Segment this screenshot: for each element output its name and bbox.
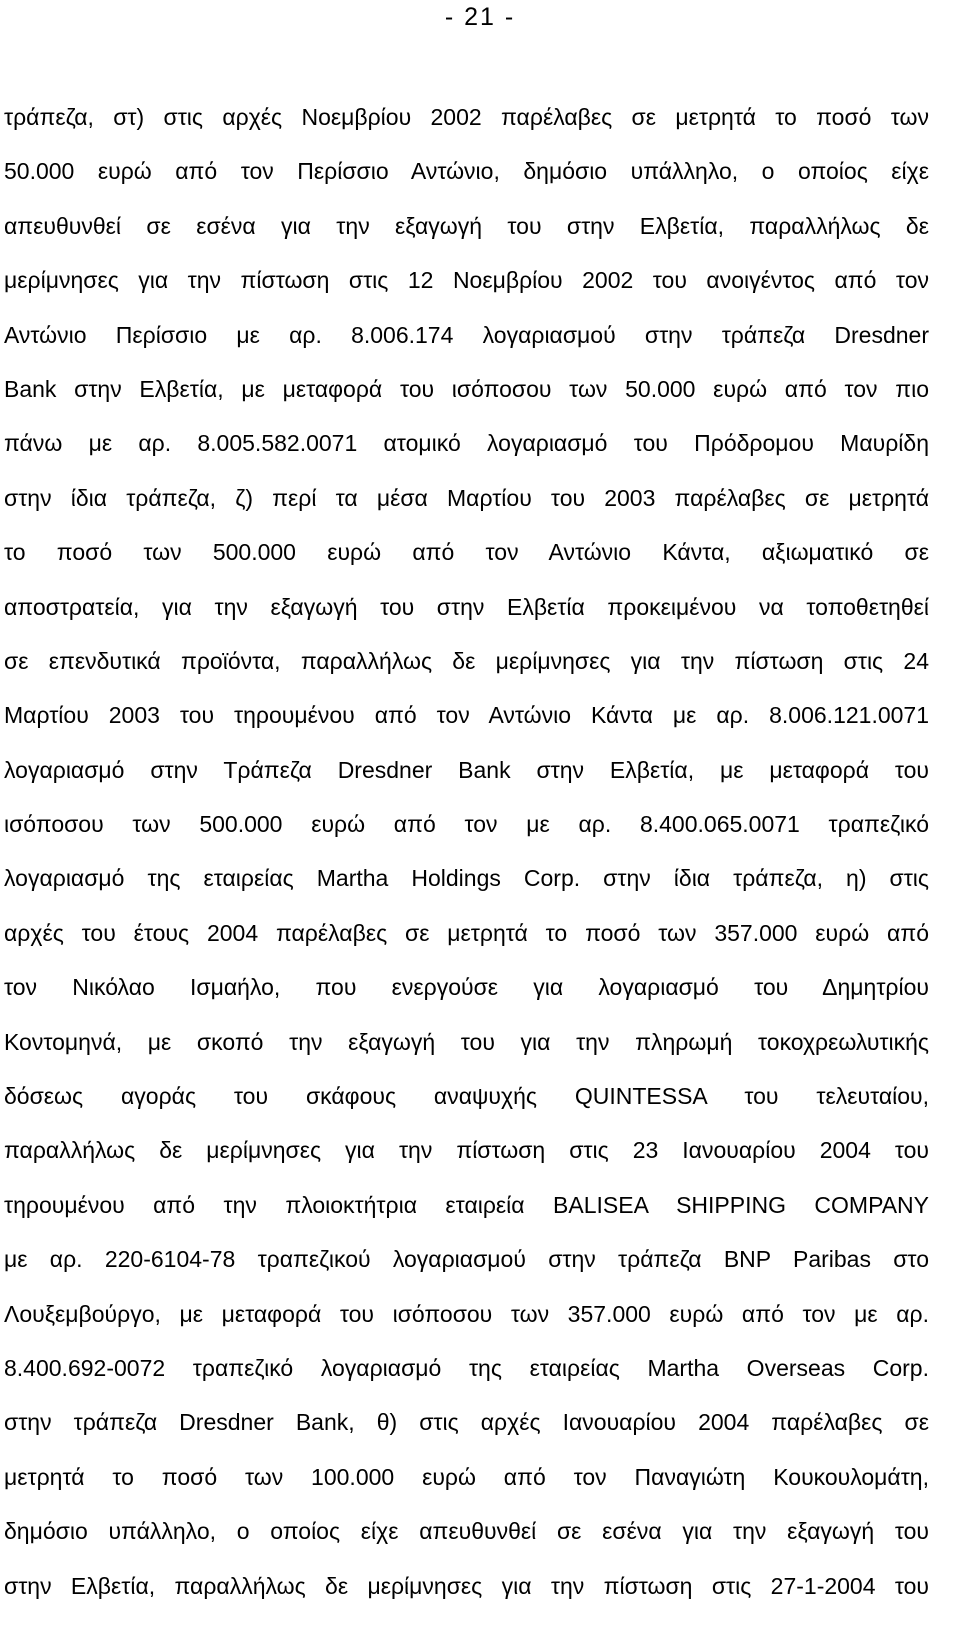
text-line: λογαριασμό της εταιρείας Martha Holdings Corp. στην ίδια τράπεζα, η) στις — [4, 865, 929, 892]
text-line: πάνω με αρ. 8.005.582.0071 ατομικό λογαριασμό του Πρόδρομου Μαυρίδη — [4, 430, 929, 457]
text-line: μετρητά το ποσό των 100.000 ευρώ από τον Παναγιώτη Κουκουλομάτη, — [4, 1463, 929, 1490]
text-line: ισόποσου των 500.000 ευρώ από τον με αρ. 8.400.065.0071 τραπεζικό — [4, 811, 929, 838]
text-line: 50.000 ευρώ από τον Περίσσιο Αντώνιο, δημόσιο υπάλληλο, ο οποίος είχε — [4, 158, 929, 185]
text-line: το ποσό των 500.000 ευρώ από τον Αντώνιο Κάντα, αξιωματικό σε — [4, 539, 929, 566]
text-line: Κοντομηνά, με σκοπό την εξαγωγή του για την πληρωμή τοκοχρεωλυτικής — [4, 1028, 929, 1055]
document-body — [4, 90, 929, 1613]
text-line: 8.400.692-0072 τραπεζικό λογαριασμό της εταιρείας Martha Overseas Corp. — [4, 1354, 929, 1381]
page-number: - 21 - — [444, 3, 516, 31]
text-line: Μαρτίου 2003 του τηρουμένου από τον Αντώνιο Κάντα με αρ. 8.006.121.0071 — [4, 702, 929, 729]
text-line: Λουξεμβούργο, με μεταφορά του ισόποσου των 357.000 ευρώ από τον με αρ. — [4, 1300, 929, 1327]
text-line: τράπεζα, στ) στις αρχές Νοεμβρίου 2002 παρέλαβες σε μετρητά το ποσό των — [4, 104, 929, 130]
text-line: λογαριασμό στην Τράπεζα Dresdner Bank στην Ελβετία, με μεταφορά του — [4, 756, 929, 783]
text-line: δόσεως αγοράς του σκάφους αναψυχής QUINTESSA του τελευταίου, — [4, 1083, 929, 1110]
text-line: σε επενδυτικά προϊόντα, παραλλήλως δε μερίμνησες για την πίστωση στις 24 — [4, 647, 929, 674]
text-line: αρχές του έτους 2004 παρέλαβες σε μετρητά το ποσό των 357.000 ευρώ από — [4, 919, 929, 946]
text-line: αποστρατεία, για την εξαγωγή του στην Ελβετία προκειμένου να τοποθετηθεί — [4, 593, 929, 620]
text-line: με αρ. 220-6104-78 τραπεζικού λογαριασμού στην τράπεζα BNP Paribas στο — [4, 1246, 929, 1273]
text-line: στην ίδια τράπεζα, ζ) περί τα μέσα Μαρτίου του 2003 παρέλαβες σε μετρητά — [4, 484, 929, 511]
text-line: απευθυνθεί σε εσένα για την εξαγωγή του στην Ελβετία, παραλλήλως δε — [4, 212, 929, 239]
text-line: δημόσιο υπάλληλο, ο οποίος είχε απευθυνθεί σε εσένα για την εξαγωγή του — [4, 1518, 929, 1545]
text-line: παραλλήλως δε μερίμνησες για την πίστωση στις 23 Ιανουαρίου 2004 του — [4, 1137, 929, 1164]
text-line: τον Νικόλαο Ισμαήλο, που ενεργούσε για λογαριασμό του Δημητρίου — [4, 974, 929, 1001]
text-line: Αντώνιο Περίσσιο με αρ. 8.006.174 λογαριασμού στην τράπεζα Dresdner — [4, 321, 929, 348]
text-line: τηρουμένου από την πλοιοκτήτρια εταιρεία BALISEA SHIPPING COMPANY — [4, 1191, 929, 1218]
text-line: στην τράπεζα Dresdner Bank, θ) στις αρχές Ιανουαρίου 2004 παρέλαβες σε — [4, 1409, 929, 1436]
text-line: στην Ελβετία, παραλλήλως δε μερίμνησες για την πίστωση στις 27-1-2004 του — [4, 1572, 929, 1599]
text-line: Bank στην Ελβετία, με μεταφορά του ισόποσου των 50.000 ευρώ από τον πιο — [4, 375, 929, 402]
text-line: μερίμνησες για την πίστωση στις 12 Νοεμβρίου 2002 του ανοιγέντος από τον — [4, 267, 929, 294]
